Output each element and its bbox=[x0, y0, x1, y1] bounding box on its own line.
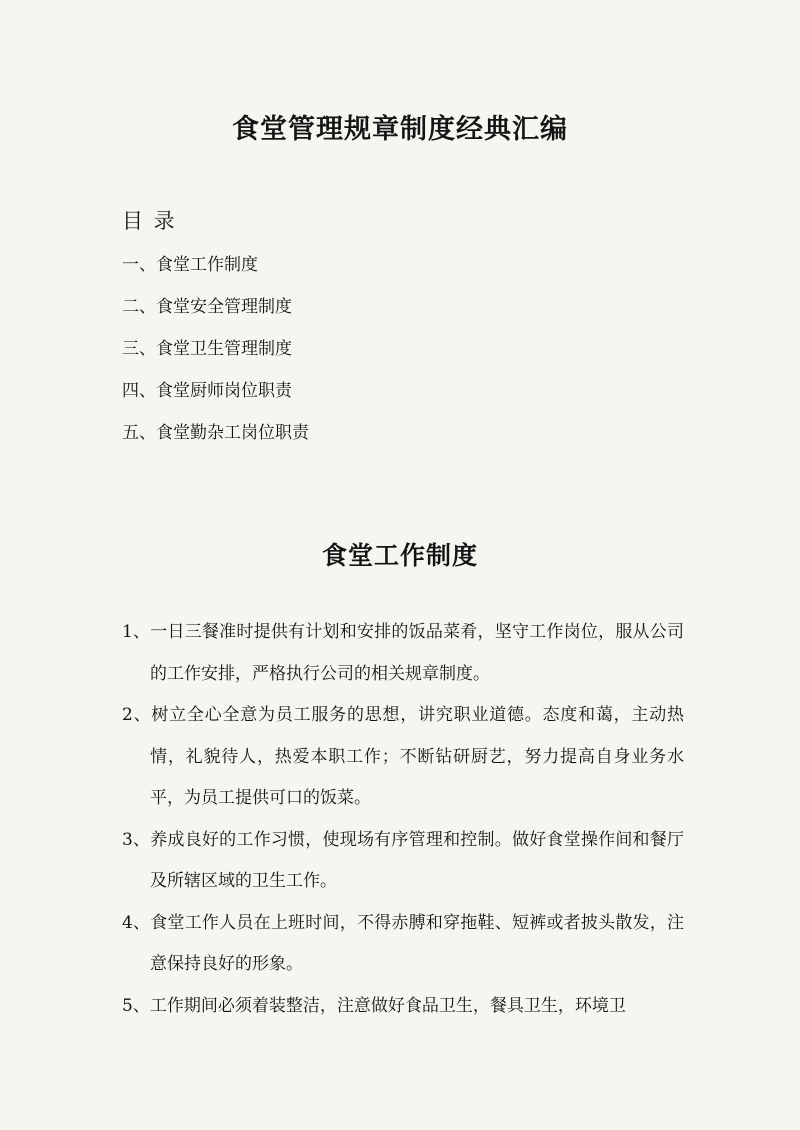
rule-item: 5、工作期间必须着装整洁，注意做好食品卫生，餐具卫生，环境卫 bbox=[122, 995, 626, 1016]
toc-item: 一、食堂工作制度 bbox=[122, 255, 258, 275]
toc-item: 四、食堂厨师岗位职责 bbox=[122, 381, 292, 401]
document-title: 食堂管理规章制度经典汇编 bbox=[232, 114, 568, 145]
toc-item: 三、食堂卫生管理制度 bbox=[122, 339, 292, 359]
toc-item: 五、食堂勤杂工岗位职责 bbox=[122, 423, 309, 443]
rule-item: 1、一日三餐准时提供有计划和安排的饭品菜肴，坚守工作岗位，服从公司的工作安排，严格执行公司的相关规章制度。 bbox=[122, 622, 684, 684]
rule-item: 2、树立全心全意为员工服务的思想，讲究职业道德。态度和蔼，主动热情，礼貌待人，热爱本职工作；不断钻研厨艺，努力提高自身业务水平，为员工提供可口的饭菜。 bbox=[122, 705, 684, 808]
table-of-contents bbox=[122, 248, 309, 458]
rules-list bbox=[122, 612, 684, 1027]
section-title: 食堂工作制度 bbox=[321, 541, 478, 570]
rule-item: 4、食堂工作人员在上班时间，不得赤膊和穿拖鞋、短裤或者披头散发，注意保持良好的形象。 bbox=[122, 912, 684, 974]
toc-heading: 目 录 bbox=[122, 209, 177, 233]
toc-item: 二、食堂安全管理制度 bbox=[122, 297, 292, 317]
rule-item: 3、养成良好的工作习惯，使现场有序管理和控制。做好食堂操作间和餐厅及所辖区域的卫生工作。 bbox=[122, 829, 684, 891]
